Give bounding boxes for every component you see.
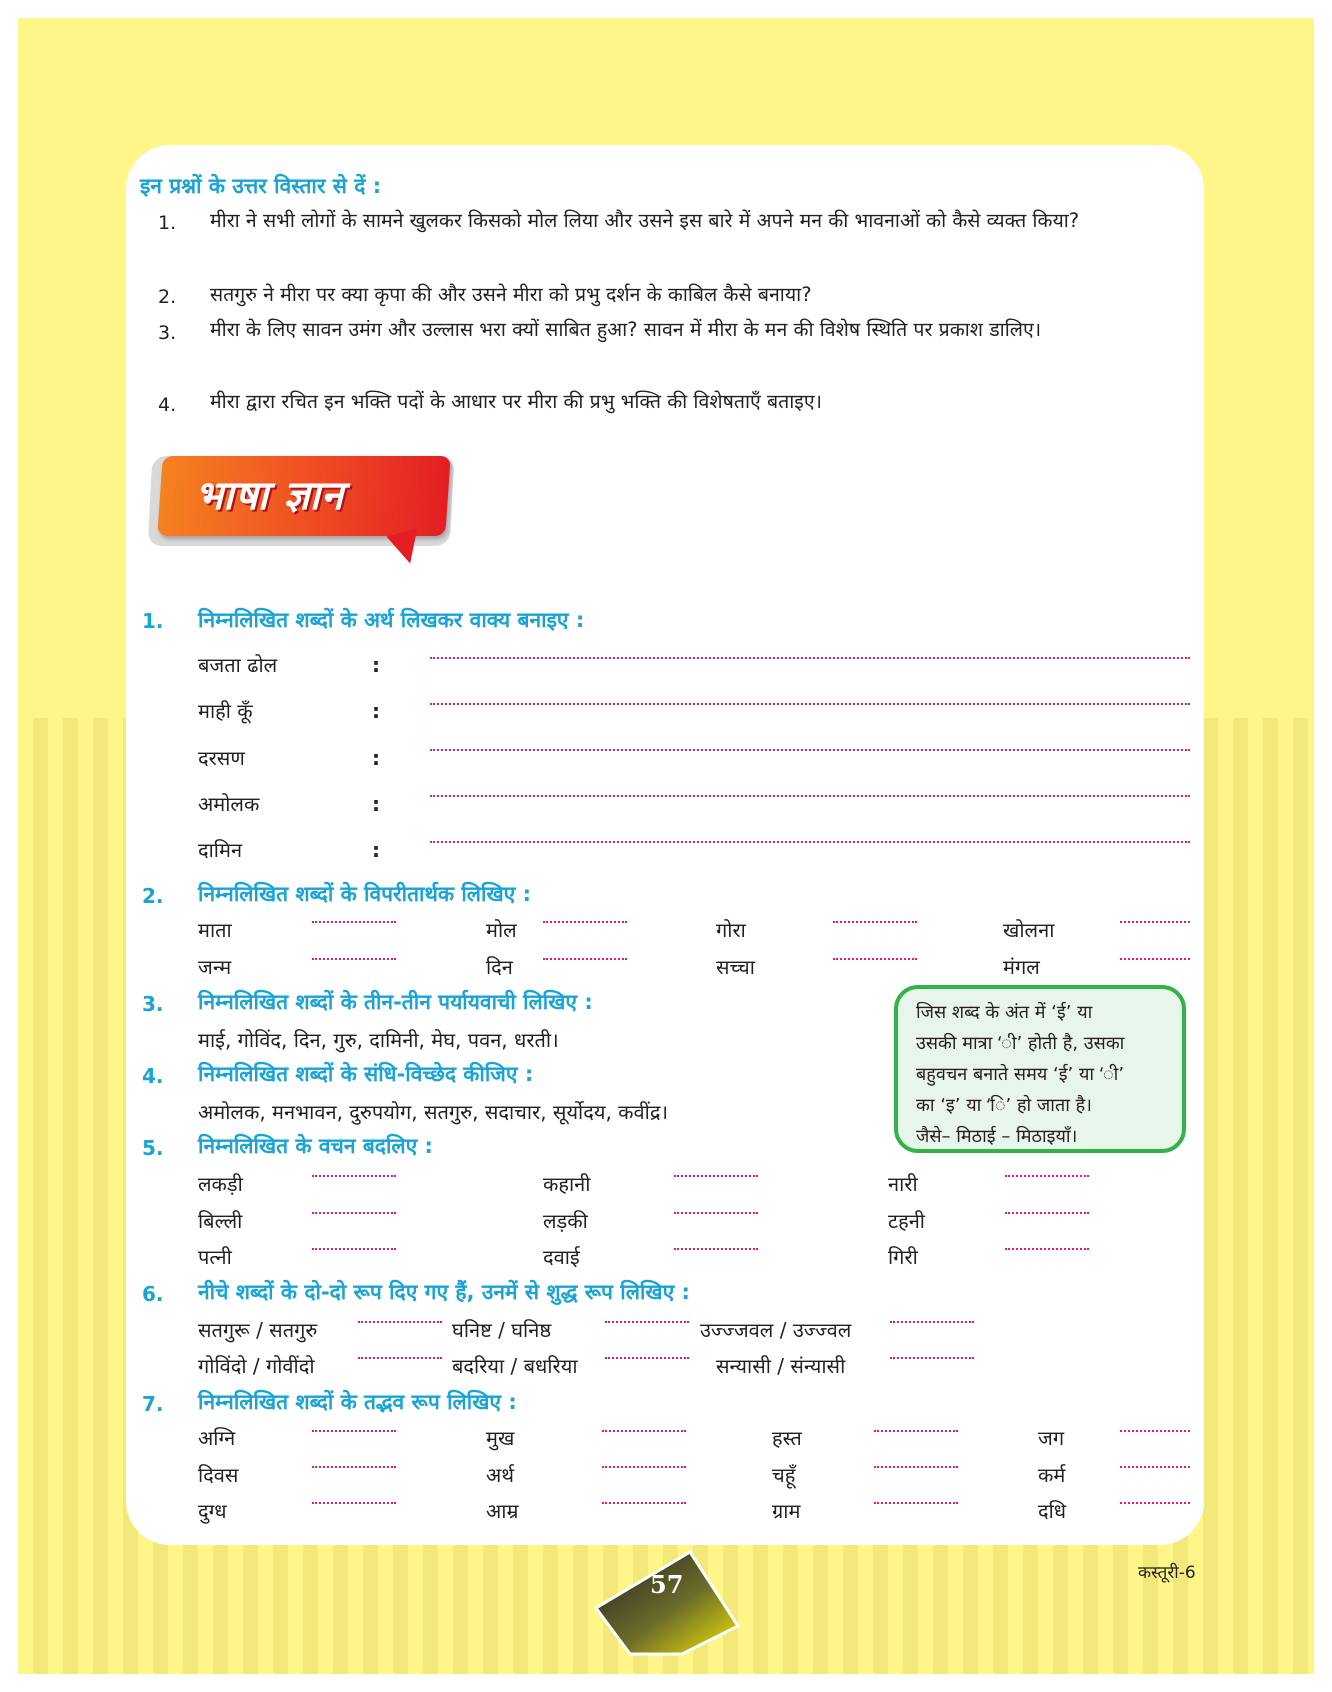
q7-word: चहूँ: [772, 1463, 796, 1487]
answer-line[interactable]: [543, 958, 627, 960]
answer-line[interactable]: [874, 1502, 958, 1504]
q2-word: सच्चा: [716, 955, 755, 979]
answer-line[interactable]: [543, 921, 627, 923]
q1-word: माही कूँ: [198, 699, 253, 723]
answer-line[interactable]: [1120, 921, 1190, 923]
answer-line[interactable]: [312, 958, 396, 960]
banner-title: भाषा ज्ञान: [195, 473, 345, 519]
long-questions-heading: इन प्रश्नों के उत्तर विस्तार से दें :: [140, 174, 382, 198]
q1-colon: :: [372, 838, 380, 862]
q6-heading: नीचे शब्दों के दो-दो रूप दिए गए हैं, उनमें से शुद्ध रूप लिखिए :: [198, 1280, 690, 1304]
answer-line[interactable]: [874, 1430, 958, 1432]
q7-word: जग: [1038, 1426, 1065, 1450]
long-question-number: 1.: [158, 212, 177, 234]
answer-line[interactable]: [602, 1502, 686, 1504]
q6-option: घनिष्ट / घनिष्ठ: [452, 1318, 552, 1342]
q1-word: बजता ढोल: [198, 653, 278, 677]
q7-heading: निम्नलिखित शब्दों के तद्भव रूप लिखिए :: [198, 1390, 517, 1414]
q1-word: अमोलक: [198, 792, 260, 816]
q7-word: अग्नि: [198, 1426, 236, 1450]
q7-word: दुग्ध: [198, 1499, 227, 1523]
answer-line[interactable]: [1005, 1175, 1089, 1177]
answer-line[interactable]: [833, 921, 917, 923]
q1-colon: :: [372, 792, 380, 816]
answer-line[interactable]: [1120, 1466, 1190, 1468]
q1-heading: निम्नलिखित शब्दों के अर्थ लिखकर वाक्य बनाइए :: [198, 608, 585, 632]
answer-line[interactable]: [312, 1502, 396, 1504]
q2-number: 2.: [142, 884, 164, 908]
long-question-text: मीरा ने सभी लोगों के सामने खुलकर किसको मोल लिया और उसने इस बारे में अपने मन की भावनाओं को कैसे व्यक्त किया?: [210, 209, 1080, 232]
q3-words: माई, गोविंद, दिन, गुरु, दामिनी, मेघ, पवन, धरती।: [198, 1028, 559, 1052]
answer-line[interactable]: [674, 1175, 758, 1177]
answer-line[interactable]: [890, 1357, 974, 1359]
q6-number: 6.: [142, 1282, 164, 1306]
answer-line[interactable]: [890, 1321, 974, 1323]
q5-word: गिरी: [888, 1245, 918, 1269]
q3-heading: निम्नलिखित शब्दों के तीन-तीन पर्यायवाची लिखिए :: [198, 990, 593, 1014]
long-question-number: 2.: [158, 286, 177, 308]
q7-word: हस्त: [772, 1426, 802, 1450]
q3-number: 3.: [142, 992, 164, 1016]
answer-line[interactable]: [358, 1321, 442, 1323]
answer-line[interactable]: [312, 1430, 396, 1432]
answer-line[interactable]: [312, 1248, 396, 1250]
book-title: कस्तूरी-6: [1138, 1563, 1196, 1583]
answer-line[interactable]: [1120, 1430, 1190, 1432]
note-line: बहुवचन बनाते समय ‘ई’ या ‘ी’: [916, 1064, 1125, 1085]
answer-line[interactable]: [1005, 1212, 1089, 1214]
q7-number: 7.: [142, 1392, 164, 1416]
q4-heading: निम्नलिखित शब्दों के संधि-विच्छेद कीजिए :: [198, 1062, 534, 1086]
answer-line[interactable]: [358, 1357, 442, 1359]
q1-colon: :: [372, 746, 380, 770]
q5-word: पत्नी: [198, 1245, 232, 1269]
q2-heading: निम्नलिखित शब्दों के विपरीतार्थक लिखिए :: [198, 882, 531, 906]
q6-option: बदरिया / बधरिया: [452, 1354, 578, 1378]
q2-word: माता: [198, 918, 232, 942]
q7-word: मुख: [486, 1426, 515, 1450]
note-line: का ‘इ’ या ‘ि’ हो जाता है।: [916, 1095, 1092, 1116]
q5-number: 5.: [142, 1136, 164, 1160]
q5-word: कहानी: [543, 1172, 591, 1196]
answer-line[interactable]: [312, 1212, 396, 1214]
answer-line[interactable]: [430, 657, 1190, 659]
long-question-number: 3.: [158, 322, 177, 344]
q7-word: दधि: [1038, 1499, 1067, 1523]
q6-option: सन्यासी / संन्यासी: [716, 1354, 846, 1378]
answer-line[interactable]: [874, 1466, 958, 1468]
q5-word: टहनी: [888, 1209, 925, 1233]
answer-line[interactable]: [1120, 958, 1190, 960]
q1-word: दरसण: [198, 746, 245, 770]
note-line: जैसे– मिठाई – मिठाइयाँ।: [916, 1126, 1078, 1147]
q5-word: लड़की: [543, 1209, 588, 1233]
q2-word: मंगल: [1003, 955, 1040, 979]
answer-line[interactable]: [312, 1466, 396, 1468]
note-line: जिस शब्द के अंत में ‘ई’ या: [916, 1002, 1093, 1023]
long-question-number: 4.: [158, 394, 177, 416]
note-line: उसकी मात्रा ‘ी’ होती है, उसका: [916, 1033, 1125, 1054]
q2-word: जन्म: [198, 955, 232, 979]
long-question-text: मीरा के लिए सावन उमंग और उल्लास भरा क्यों साबित हुआ? सावन में मीरा के मन की विशेष स्थिति पर प्रकाश डालिए।: [210, 318, 1042, 341]
q6-option: गोविंदो / गोवींदो: [198, 1354, 315, 1378]
answer-line[interactable]: [605, 1321, 689, 1323]
answer-line[interactable]: [1120, 1502, 1190, 1504]
answer-line[interactable]: [602, 1466, 686, 1468]
q6-option: सतगुरू / सतगुरु: [198, 1318, 318, 1342]
answer-line[interactable]: [430, 703, 1190, 705]
answer-line[interactable]: [674, 1212, 758, 1214]
q7-word: अर्थ: [486, 1463, 515, 1487]
q2-word: खोलना: [1003, 918, 1055, 942]
q6-option: उज्ज्जवल / उज्ज्वल: [700, 1318, 852, 1342]
page-number-shape: [590, 1548, 740, 1658]
q2-word: मोल: [486, 918, 517, 942]
answer-line[interactable]: [602, 1430, 686, 1432]
answer-line[interactable]: [833, 958, 917, 960]
answer-line[interactable]: [430, 749, 1190, 751]
q4-number: 4.: [142, 1064, 164, 1088]
q7-word: दिवस: [198, 1463, 239, 1487]
q2-word: दिन: [486, 955, 513, 979]
q7-word: आम्र: [486, 1499, 519, 1523]
q5-word: नारी: [888, 1172, 918, 1196]
q7-word: ग्राम: [772, 1499, 801, 1523]
q1-number: 1.: [142, 609, 164, 633]
q5-word: लकड़ी: [198, 1172, 243, 1196]
q5-word: दवाई: [543, 1245, 580, 1269]
answer-line[interactable]: [312, 1175, 396, 1177]
long-question-text: सतगुरु ने मीरा पर क्या कृपा की और उसने मीरा को प्रभु दर्शन के काबिल कैसे बनाया?: [210, 283, 812, 306]
q1-colon: :: [372, 653, 380, 677]
note-box: [894, 985, 1186, 1153]
q4-words: अमोलक, मनभावन, दुरुपयोग, सतगुरु, सदाचार, सूर्योदय, कवींद्र।: [198, 1100, 669, 1124]
answer-line[interactable]: [605, 1357, 689, 1359]
q2-word: गोरा: [716, 918, 746, 942]
page-number: 57: [650, 1570, 684, 1599]
q1-colon: :: [372, 699, 380, 723]
answer-line[interactable]: [1005, 1248, 1089, 1250]
long-question-text: मीरा द्वारा रचित इन भक्ति पदों के आधार पर मीरा की प्रभु भक्ति की विशेषताएँ बताइए।: [210, 390, 823, 413]
answer-line[interactable]: [430, 841, 1190, 843]
q7-word: कर्म: [1038, 1463, 1066, 1487]
answer-line[interactable]: [430, 795, 1190, 797]
answer-line[interactable]: [674, 1248, 758, 1250]
q5-heading: निम्नलिखित के वचन बदलिए :: [198, 1134, 433, 1158]
answer-line[interactable]: [312, 921, 396, 923]
q1-word: दामिन: [198, 838, 243, 862]
q5-word: बिल्ली: [198, 1209, 243, 1233]
